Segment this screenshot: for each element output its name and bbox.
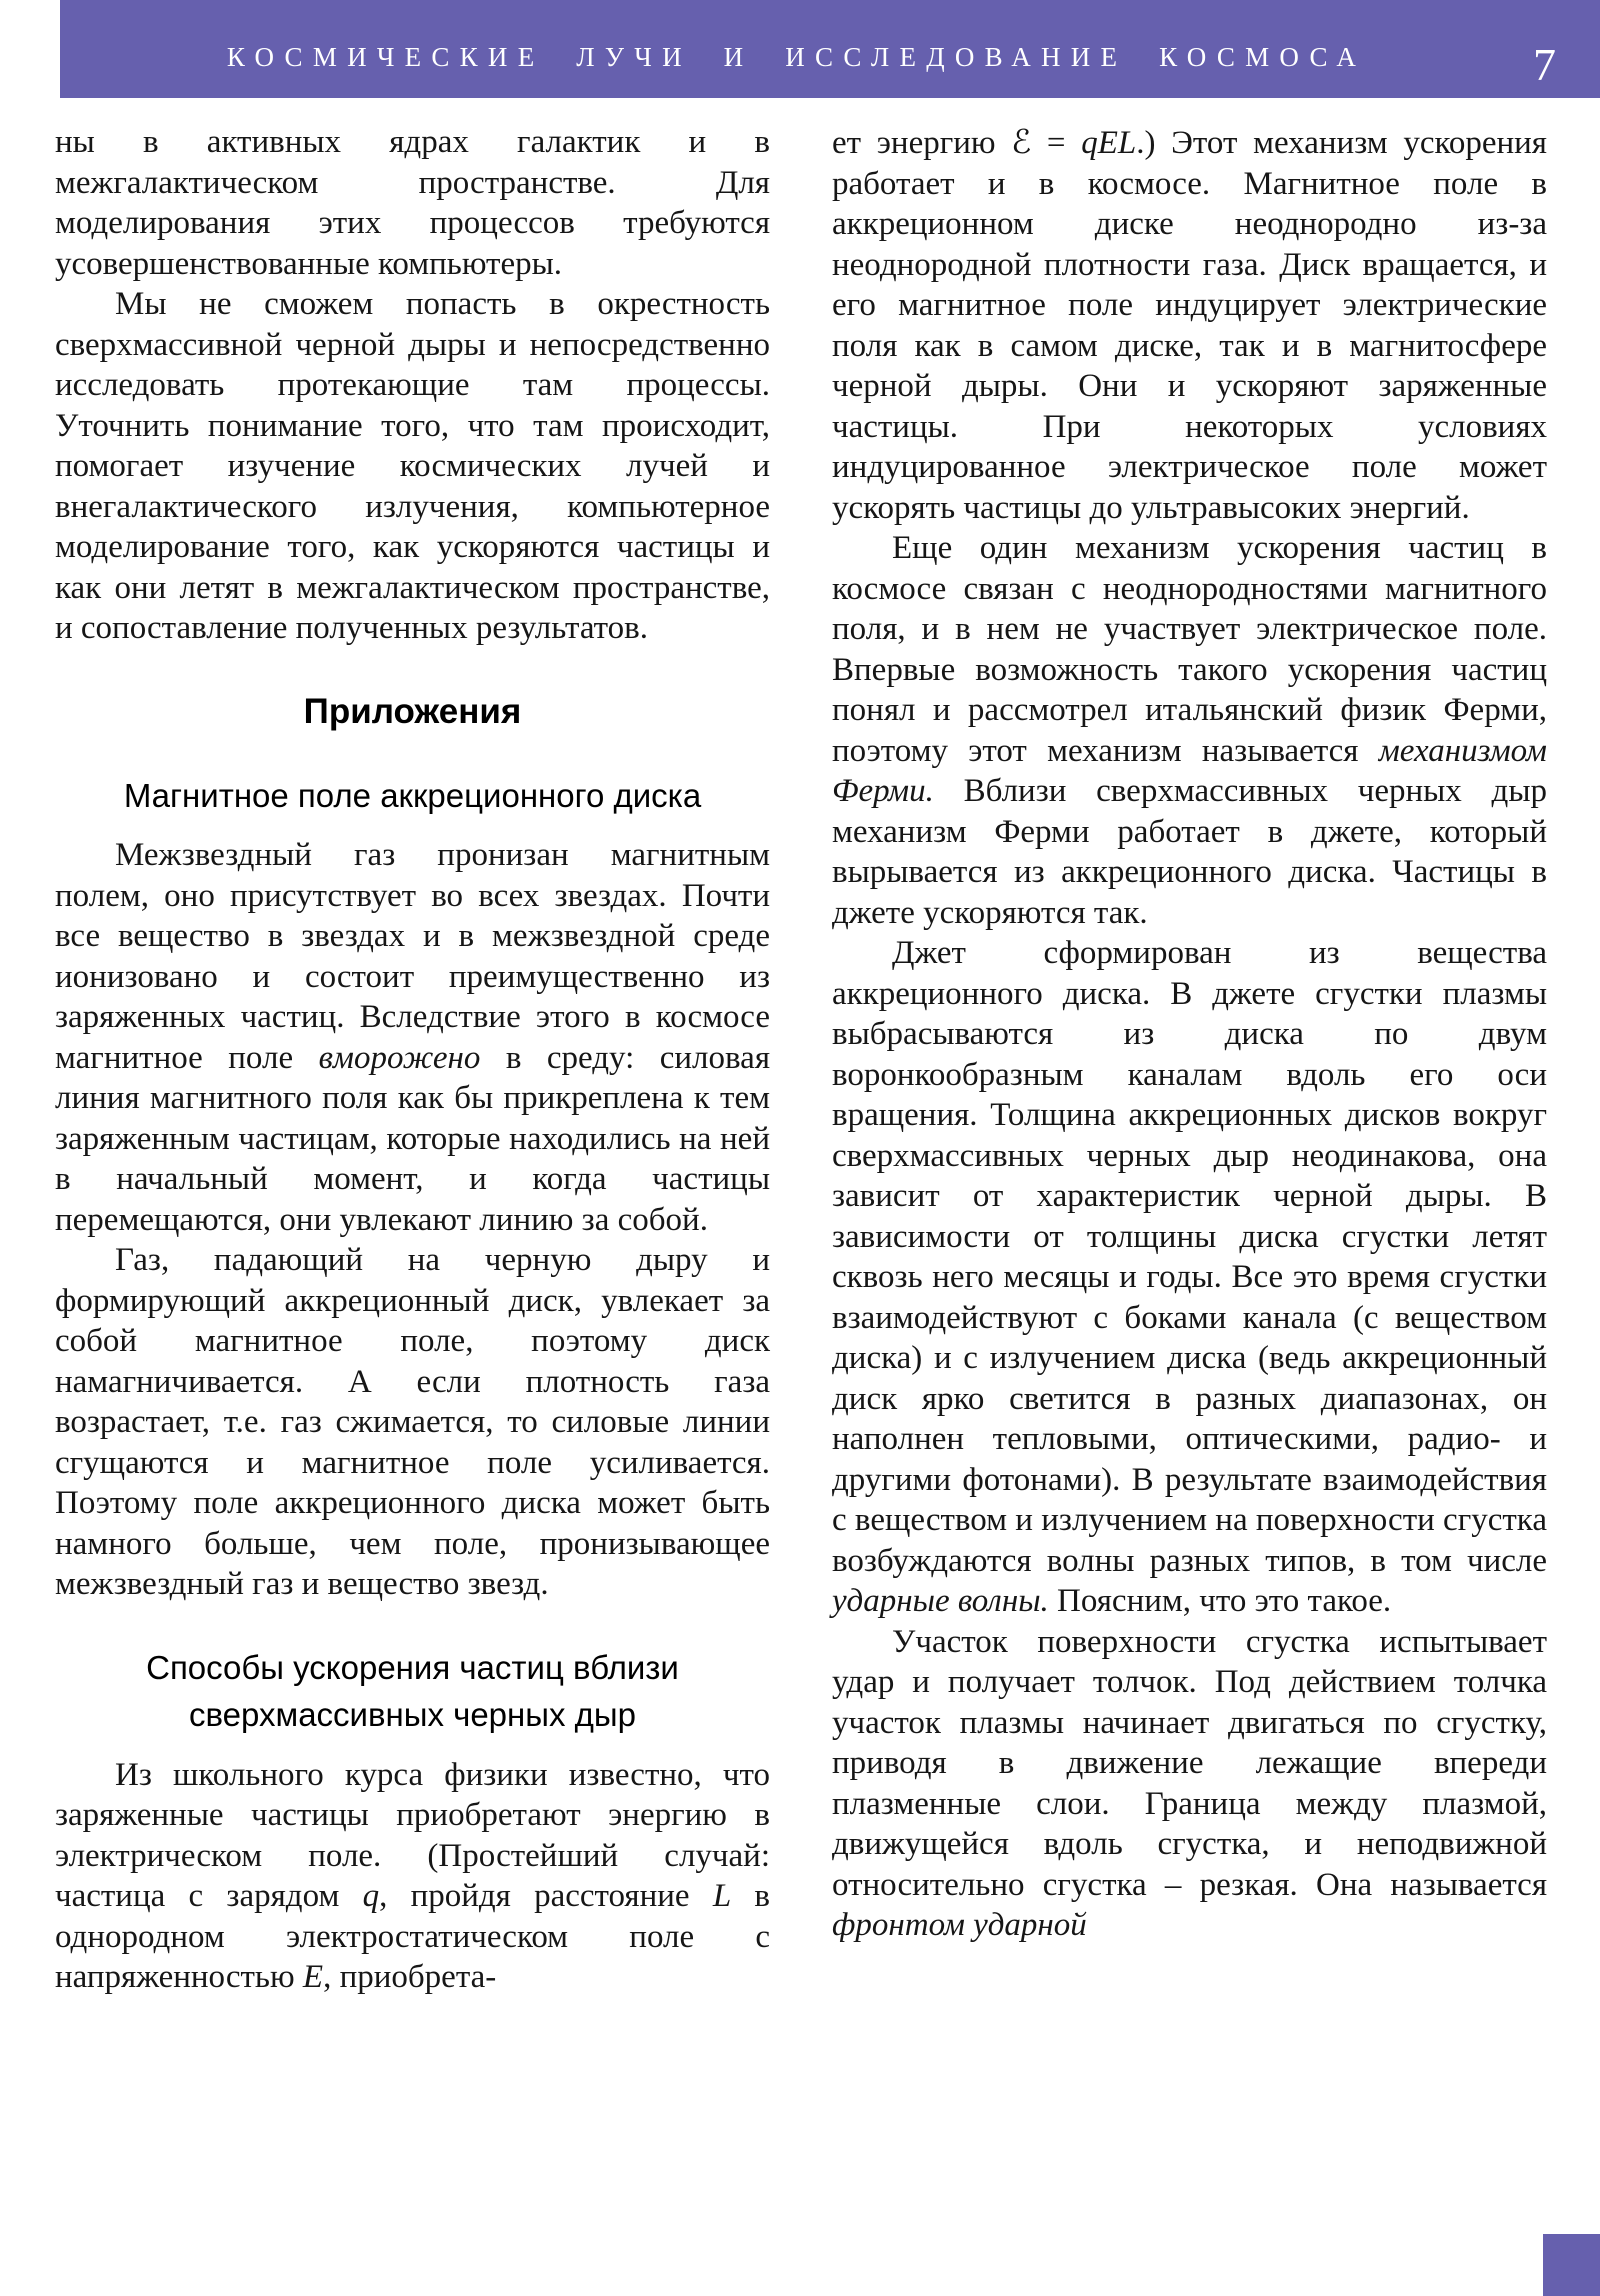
paragraph-text: , приобрета-	[323, 1959, 497, 1996]
paragraph-text: =	[1031, 125, 1082, 161]
corner-decoration	[1543, 2234, 1600, 2296]
math-expression-qEL: qEL	[1081, 125, 1137, 161]
paragraph-text: Еще один механизм ускорения частиц в космосе связан с неоднородностями магнитного поля, и в нем не участвует электрическое поле. Впервые возможность такого ускорения частиц понял и рассмотрел итальянский физик Ферми, поэтому этот механизм называется	[832, 530, 1547, 769]
text-columns	[55, 122, 1547, 1998]
math-variable-q: q	[362, 1878, 380, 1915]
subheading-magnetic-field: Магнитное поле аккреционного диска	[123, 776, 702, 814]
paragraph-text: Из школьного курса физики известно, что заряженные частицы приобретают энергию в электрическом поле. (Простейший случай: частица с зарядом	[55, 1756, 770, 1915]
paragraph	[832, 933, 1547, 1622]
paragraph-text: ет энергию	[832, 125, 1012, 161]
italic-term: вморожено	[318, 1039, 481, 1076]
math-symbol-script-E: ℰ	[1011, 122, 1032, 161]
paragraph-text: .) Этот механизм ускорения работает и в космосе. Магнитное поле в аккреционном диске неоднородно из-за неоднородной плотности газа. Диск вращается, и его магнитное поле индуцирует электрические поля как в самом диске, так и в магнитосфере черной дыры. Они и ускоряют заряженные частицы. При некоторых условиях индуцированное электрическое поле может ускорять частицы до ультравысоких энергий.	[832, 125, 1547, 526]
page-header	[60, 0, 1600, 98]
paragraph-text: Джет сформирован из вещества аккреционного диска. В джете сгустки плазмы выбрасываются из диска по двум воронкообразным каналам вдоль его оси вращения. Толщина аккреционных дисков вокруг сверхмассивных черных дыр неодинакова, она зависит от характеристик черной дыры. В зависимости от толщины диска сгустки летят сквозь него месяцы и годы. Все это время сгустки взаимодействуют с боками канала (с веществом диска) и с излучением диска (ведь аккреционный диск ярко светится в разных диапазонах, он наполнен тепловыми, оптическими, радио- и другими фотонами). В результате взаимодействия с веществом и излучением на поверхности сгустка возбуждаются волны разных типов, в том числе	[832, 935, 1547, 1579]
italic-term-shock-front: фронтом ударной	[832, 1907, 1087, 1943]
paragraph: Мы не сможем попасть в окрестность сверхмассивной черной дыры и непосредственно исследовать протекающие там процессы. Уточнить понимание того, что там происходит, помогает изучение космических лучей и внегалактического излучения, компьютерное моделирование того, как ускоряются частицы и как они летят в межгалактическом пространстве, и сопоставление полученных результатов.	[55, 286, 770, 646]
running-head-title: КОСМИЧЕСКИЕ ЛУЧИ И ИССЛЕДОВАНИЕ КОСМОСА	[226, 41, 1367, 72]
paragraph-text: в однородном электростатическом поле с напряженностью	[55, 1878, 770, 1996]
paragraph	[832, 1622, 1547, 1946]
paragraph	[55, 1755, 770, 1998]
math-variable-L: L	[712, 1878, 732, 1915]
paragraph-text: Поясним, что это такое.	[1048, 1583, 1392, 1619]
italic-term-shock-waves: ударные волны.	[832, 1583, 1049, 1619]
paragraph-text: Межзвездный газ пронизан магнитным полем, оно присутствует во всех звездах. Почти все вещество в звездах и в межзвездной среде ионизовано и состоит преимущественно из заряженных частиц. Вследствие этого в космосе магнитное поле	[55, 837, 770, 1076]
page-number: 7	[1533, 39, 1556, 90]
italic-term-fermi-mechanism: механизмом Ферми.	[832, 732, 1547, 809]
paragraph-text: в среду: силовая линия магнитного поля как бы прикреплена к тем заряженным частицам, которые находились на ней в начальный момент, и когда частицы перемещаются, они увлекают линию за собой.	[55, 1039, 770, 1238]
paragraph-text: Участок поверхности сгустка испытывает удар и получает толчок. Под действием толчка участок плазмы начинает двигаться по сгустку, приводя в движение лежащие впереди плазменные слои. Граница между плазмой, движущейся вдоль сгустка, и неподвижной относительно сгустка – резкая. Она называется	[832, 1623, 1547, 1903]
paragraph	[55, 835, 770, 1240]
paragraph	[832, 528, 1547, 933]
paragraph: Газ, падающий на черную дыру и формирующий аккреционный диск, увлекает за собой магнитное поле, поэтому диск намагничивается. А если плотность газа возрастает, т.е. газ сжимается, то силовые линии сгущаются и магнитное поле усиливается. Поэтому поле аккреционного диска может быть намного больше, чем поле, пронизывающее межзвездный газ и вещество звезд.	[55, 1242, 770, 1603]
paragraph-text: , пройдя расстояние	[379, 1878, 713, 1915]
paragraph: ны в активных ядрах галактик и в межгалактическом пространстве. Для моделирования этих процессов требуются усовершенствованные компьютеры.	[55, 124, 770, 282]
section-heading-prilozheniya: Приложения	[303, 691, 522, 731]
right-column	[832, 122, 1547, 1998]
math-variable-E: E	[302, 1959, 324, 1996]
subheading-acceleration-methods: Способы ускорения частиц вблизи сверхмассивных черных дыр	[146, 1648, 679, 1733]
left-column	[55, 122, 770, 1998]
paragraph-text: Вблизи сверхмассивных черных дыр механизм Ферми работает в джете, который вырывается из аккреционного диска. Частицы в джете ускоряются так.	[832, 773, 1547, 931]
paragraph	[832, 122, 1547, 528]
